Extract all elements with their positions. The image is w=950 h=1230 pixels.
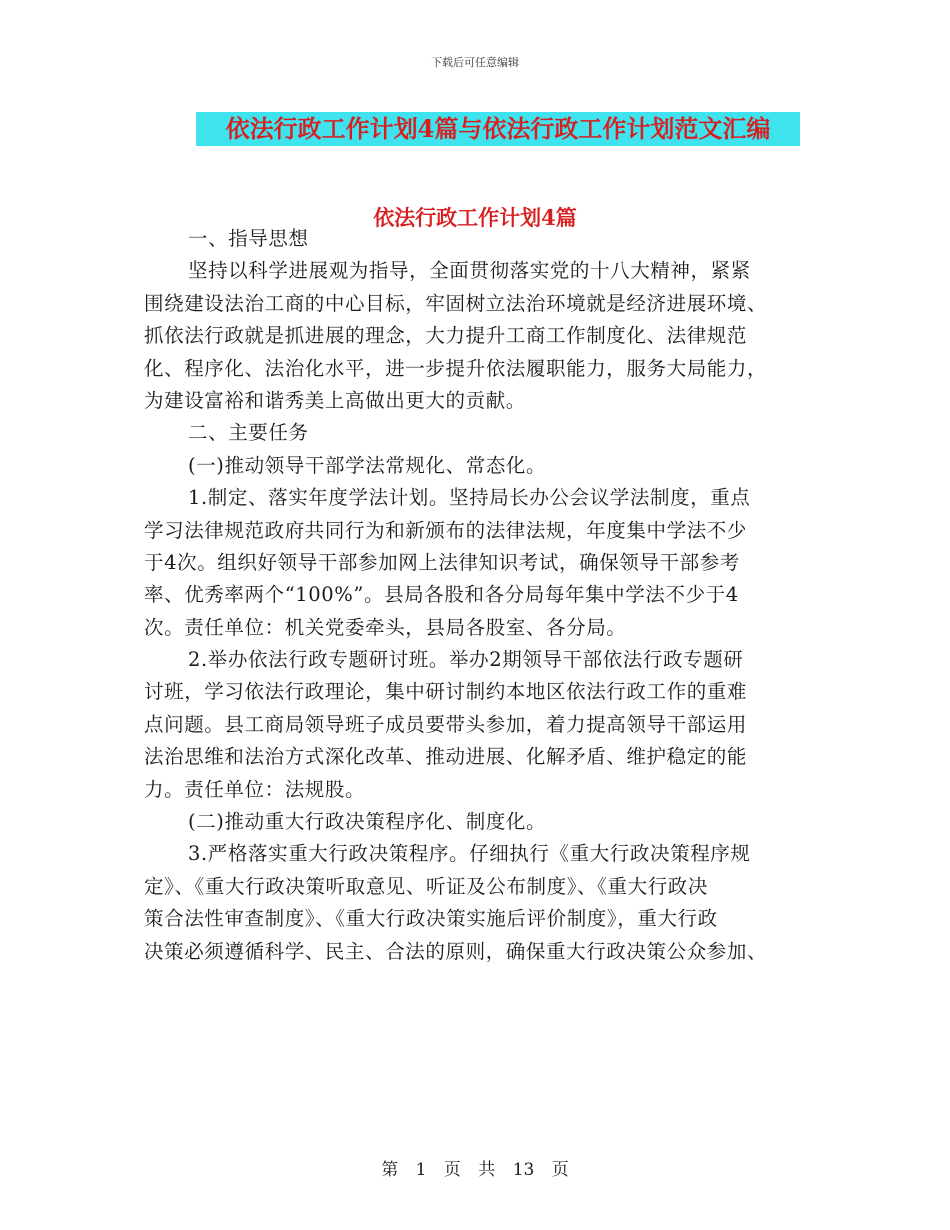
paragraph-line: 1.制定、落实年度学法计划。坚持局长办公会议学法制度，重点: [188, 486, 751, 510]
paragraph-line: 学习法律规范政府共同行为和新颁布的法律法规，年度集中学法不少: [144, 518, 748, 542]
paragraph-line: 力。责任单位：法规股。: [144, 777, 366, 801]
section-heading: 二、主要任务: [188, 421, 309, 445]
paragraph-line: 讨班，学习依法行政理论，集中研讨制约本地区依法行政工作的重难: [144, 680, 748, 704]
paragraph-line: 于4次。组织好领导干部参加网上法律知识考试，确保领导干部参考: [144, 550, 740, 574]
footer-total-pages: 13: [512, 1160, 535, 1180]
paragraph-line: 法治思维和法治方式深化改革、推动进展、化解矛盾、维护稳定的能: [144, 745, 748, 769]
main-title: 依法行政工作计划4篇与依法行政工作计划范文汇编: [225, 114, 771, 143]
paragraph-line: 2.举办依法行政专题研讨班。举办2期领导干部依法行政专题研: [188, 648, 744, 672]
paragraph-line: 点问题。县工商局领导班子成员要带头参加，着力提高领导干部运用: [144, 712, 748, 736]
body-text: [144, 223, 808, 968]
footer-label-total: 共: [478, 1160, 496, 1180]
subsection-heading: (一)推动领导干部学法常规化、常态化。: [188, 453, 547, 477]
page-footer: [0, 1155, 950, 1180]
footer-label-page: 第: [381, 1160, 399, 1180]
paragraph-line: 决策必须遵循科学、民主、合法的原则，确保重大行政决策公众参加、: [144, 939, 768, 963]
paragraph-line: 次。责任单位：机关党委牵头，县局各股室、各分局。: [144, 615, 627, 639]
paragraph-line: 为建设富裕和谐秀美上高做出更大的贡献。: [144, 388, 526, 412]
paragraph-line: 策合法性审查制度》、《重大行政决策实施后评价制度》，重大行政: [144, 907, 718, 931]
paragraph-line: 坚持以科学进展观为指导，全面贯彻落实党的十八大精神，紧紧: [188, 259, 751, 283]
paragraph-line: 围绕建设法治工商的中心目标，牢固树立法治环境就是经济进展环境、: [144, 291, 768, 315]
subsection-heading: (二)推动重大行政决策程序化、制度化。: [188, 810, 547, 834]
paragraph-line: 率、优秀率两个“100%”。县局各股和各分局每年集中学法不少于4: [144, 583, 739, 607]
sub-title: 依法行政工作计划4篇: [373, 205, 577, 230]
paragraph-line: 化、程序化、法治化水平，进一步提升依法履职能力，服务大局能力，: [144, 356, 768, 380]
paragraph-line: 抓依法行政就是抓进展的理念，大力提升工商工作制度化、法律规范: [144, 324, 748, 348]
paragraph-line: 3.严格落实重大行政决策程序。仔细执行《重大行政决策程序规: [188, 842, 751, 866]
footer-current-page: 1: [415, 1160, 427, 1180]
paragraph-line: 定》、《重大行政决策听取意见、听证及公布制度》、《重大行政决: [144, 874, 709, 898]
footer-label-total-unit: 页: [551, 1160, 569, 1180]
header-note: 下载后可任意编辑: [431, 56, 519, 69]
footer-label-page-unit: 页: [443, 1160, 461, 1180]
main-title-highlight: [196, 112, 800, 146]
section-heading: 一、指导思想: [188, 227, 309, 250]
